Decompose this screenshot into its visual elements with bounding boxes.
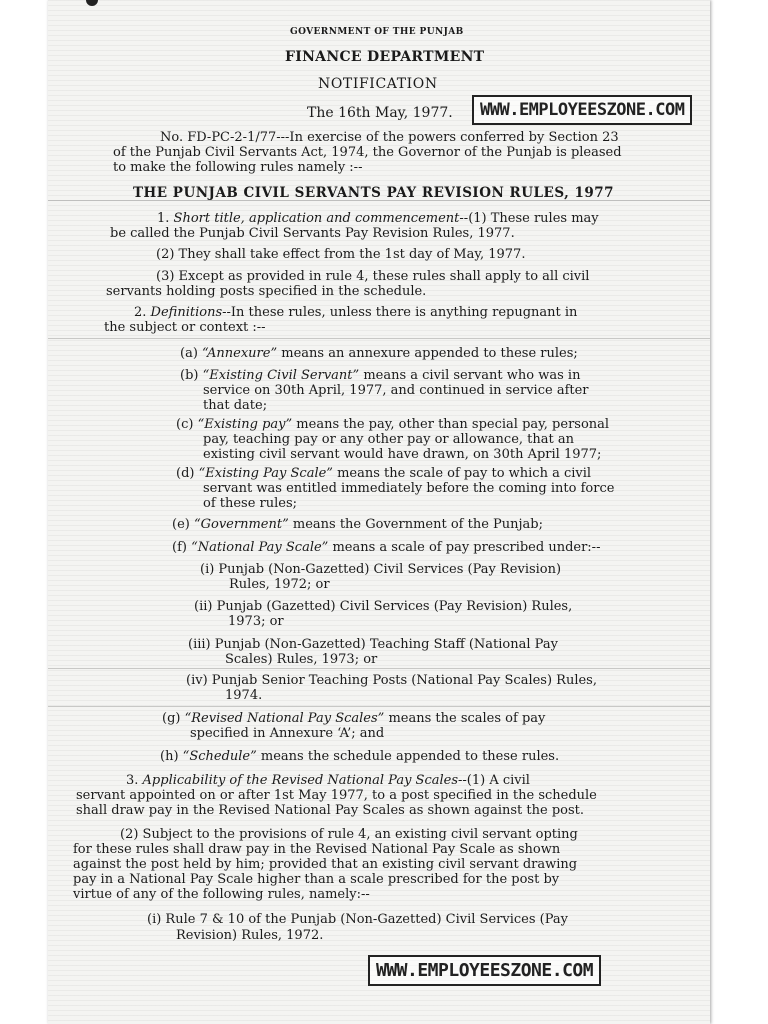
definition-h: (h) “Schedule” means the schedule appended to these rules.	[160, 749, 560, 764]
rule3-heading: 3. Applicability of the Revised National Pay Scales--(1) A civil	[126, 773, 530, 788]
rules-title: THE PUNJAB CIVIL SERVANTS PAY REVISION RULES, 1977	[133, 185, 615, 201]
definition-e: (e) “Government” means the Government of the Punjab;	[172, 517, 543, 532]
rule1-line: be called the Punjab Civil Servants Pay Revision Rules, 1977.	[110, 226, 515, 241]
rule1-sub3: (3) Except as provided in rule 4, these rules shall apply to all civil	[156, 269, 590, 284]
government-heading: GOVERNMENT OF THE PUNJAB	[290, 27, 464, 37]
definition-g: (g) “Revised National Pay Scales” means the scales of pay	[162, 711, 546, 726]
rule3-sub2-i: (i) Rule 7 & 10 of the Punjab (Non-Gazetted) Civil Services (Pay	[147, 912, 568, 927]
definition-d: (d) “Existing Pay Scale” means the scale of pay to which a civil	[176, 466, 592, 481]
definition-b: (b) “Existing Civil Servant” means a civil servant who was in	[180, 368, 581, 383]
scan-line	[48, 338, 710, 339]
rule1-sub2: (2) They shall take effect from the 1st day of May, 1977.	[156, 247, 526, 262]
definition-c: (c) “Existing pay” means the pay, other than special pay, personal	[176, 417, 610, 432]
rule3-sub2: pay in a National Pay Scale higher than a scale prescribed for the post by	[73, 872, 560, 887]
definition-a: (a) “Annexure” means an annexure appended to these rules;	[180, 346, 578, 361]
rule3-line: shall draw pay in the Revised National Pay Scales as shown against the post.	[76, 803, 584, 818]
definition-f-iv: 1974.	[225, 688, 263, 703]
definition-f-ii: 1973; or	[228, 614, 284, 629]
scan-line	[48, 668, 710, 669]
definition-d: servant was entitled immediately before the coming into force	[203, 481, 615, 496]
rule3-sub2: virtue of any of the following rules, namely:--	[73, 887, 370, 902]
notification-heading: NOTIFICATION	[318, 76, 438, 92]
rule1-heading: 1. Short title, application and commencement--(1) These rules may	[157, 211, 599, 226]
rule3-sub2: for these rules shall draw pay in the Revised National Pay Scale as shown	[73, 842, 561, 857]
rule1-sub3: servants holding posts specified in the schedule.	[106, 284, 427, 299]
rule3-sub2: against the post held by him; provided that an existing civil servant drawing	[73, 857, 578, 872]
preamble-line: No. FD-PC-2-1/77---In exercise of the powers conferred by Section 23	[160, 130, 619, 145]
watermark-stamp-bottom: WWW.EMPLOYEESZONE.COM	[368, 955, 601, 986]
definition-d: of these rules;	[203, 496, 298, 511]
preamble-line: to make the following rules namely :--	[113, 160, 363, 175]
definition-f: (f) “National Pay Scale” means a scale of pay prescribed under:--	[172, 540, 601, 555]
definition-f-iii: (iii) Punjab (Non-Gazetted) Teaching Staff (National Pay	[188, 637, 558, 652]
watermark-stamp-top: WWW.EMPLOYEESZONE.COM	[472, 95, 692, 125]
rule3-sub2: (2) Subject to the provisions of rule 4, an existing civil servant opting	[120, 827, 578, 842]
definition-b: service on 30th April, 1977, and continued in service after	[203, 383, 589, 398]
definition-c: existing civil servant would have drawn, on 30th April 1977;	[203, 447, 602, 462]
preamble-line: of the Punjab Civil Servants Act, 1974, the Governor of the Punjab is pleased	[113, 145, 622, 160]
definition-f-ii: (ii) Punjab (Gazetted) Civil Services (Pay Revision) Rules,	[194, 599, 573, 614]
notification-date: The 16th May, 1977.	[307, 105, 453, 121]
department-heading: FINANCE DEPARTMENT	[285, 49, 485, 65]
definition-f-iii: Scales) Rules, 1973; or	[225, 652, 378, 667]
definition-f-iv: (iv) Punjab Senior Teaching Posts (National Pay Scales) Rules,	[186, 673, 597, 688]
definition-g: specified in Annexure ‘A’; and	[190, 726, 385, 741]
rule2-line: the subject or context :--	[104, 320, 266, 335]
definition-b: that date;	[203, 398, 268, 413]
rule2-heading: 2. Definitions--In these rules, unless there is anything repugnant in	[134, 305, 578, 320]
rule3-line: servant appointed on or after 1st May 1977, to a post specified in the schedule	[76, 788, 597, 803]
definition-c: pay, teaching pay or any other pay or allowance, that an	[203, 432, 574, 447]
rule3-sub2-i: Revision) Rules, 1972.	[176, 928, 324, 943]
definition-f-i: Rules, 1972; or	[229, 577, 330, 592]
scan-line	[48, 706, 710, 707]
definition-f-i: (i) Punjab (Non-Gazetted) Civil Services (Pay Revision)	[200, 562, 562, 577]
